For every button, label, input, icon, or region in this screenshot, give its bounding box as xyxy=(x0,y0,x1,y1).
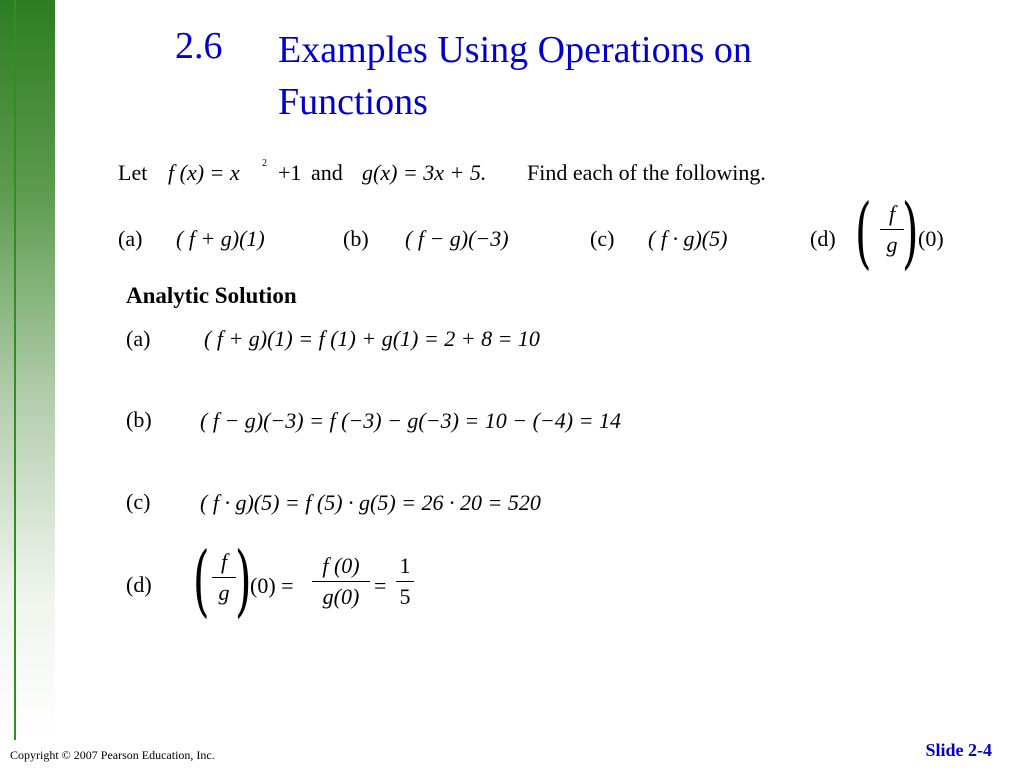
intro-plus-one: +1 xyxy=(278,160,302,185)
solution-heading: Analytic Solution xyxy=(126,283,297,308)
intro-gx: g(x) = 3x + 5. xyxy=(362,160,487,185)
part-a-label: (a) xyxy=(118,226,143,251)
part-d-right-paren: ) xyxy=(901,188,919,278)
solution-d-numerator-3: 1 xyxy=(399,553,411,578)
intro-and: and xyxy=(311,160,343,185)
solution-d-left-paren: ( xyxy=(192,536,210,626)
section-number: 2.6 xyxy=(175,25,223,67)
solution-a-expr: ( f + g)(1) = f (1) + g(1) = 2 + 8 = 10 xyxy=(204,326,540,351)
part-c-label: (c) xyxy=(590,226,615,251)
solution-d-equals: = xyxy=(374,573,387,598)
intro-let: Let xyxy=(118,160,148,185)
part-d-numerator: f xyxy=(888,201,896,226)
solution-c-label: (c) xyxy=(126,489,151,514)
fraction-bar xyxy=(212,577,236,578)
copyright-text: Copyright © 2007 Pearson Education, Inc. xyxy=(10,748,215,762)
fraction-bar xyxy=(880,229,904,230)
part-c-expr: ( f · g)(5) xyxy=(648,226,728,251)
solution-d-numerator-2: f (0) xyxy=(322,553,360,578)
part-d-fraction xyxy=(880,200,904,259)
part-b-expr: ( f − g)(−3) xyxy=(405,226,509,251)
solution-d-right-paren: ) xyxy=(234,536,252,626)
part-b-label: (b) xyxy=(343,226,369,251)
intro-find: Find each of the following. xyxy=(527,160,766,185)
solution-d-denominator: g xyxy=(218,580,230,605)
solution-d-numerator: f xyxy=(220,549,228,574)
solution-d-denominator-2: g(0) xyxy=(322,584,360,609)
part-d-denominator: g xyxy=(886,232,898,257)
solution-d-arg: (0) = xyxy=(250,573,294,598)
solution-c-expr: ( f · g)(5) = f (5) · g(5) = 26 · 20 = 520 xyxy=(200,490,541,515)
solution-d-fraction-3 xyxy=(396,552,414,611)
solution-d-label: (d) xyxy=(126,572,152,597)
sidebar-line xyxy=(14,0,16,740)
sidebar-gradient xyxy=(0,0,55,740)
part-d-left-paren: ( xyxy=(854,188,872,278)
solution-a-label: (a) xyxy=(126,326,151,351)
intro-exponent: 2 xyxy=(262,158,267,169)
slide-number: Slide 2-4 xyxy=(925,740,992,760)
solution-b-expr: ( f − g)(−3) = f (−3) − g(−3) = 10 − (−4) = 14 xyxy=(200,408,621,433)
fraction-bar xyxy=(396,581,414,582)
fraction-bar xyxy=(312,581,370,582)
solution-d-fraction xyxy=(212,548,236,607)
slide-title: Examples Using Operations on Functions xyxy=(278,29,752,123)
solution-d-fraction-2 xyxy=(312,552,370,611)
solution-d-denominator-3: 5 xyxy=(399,584,411,609)
solution-b-label: (b) xyxy=(126,407,152,432)
part-d-arg: (0) xyxy=(918,226,944,251)
intro-fx: f (x) = x xyxy=(168,160,240,185)
part-d-label: (d) xyxy=(810,226,836,251)
part-a-expr: ( f + g)(1) xyxy=(176,226,265,251)
